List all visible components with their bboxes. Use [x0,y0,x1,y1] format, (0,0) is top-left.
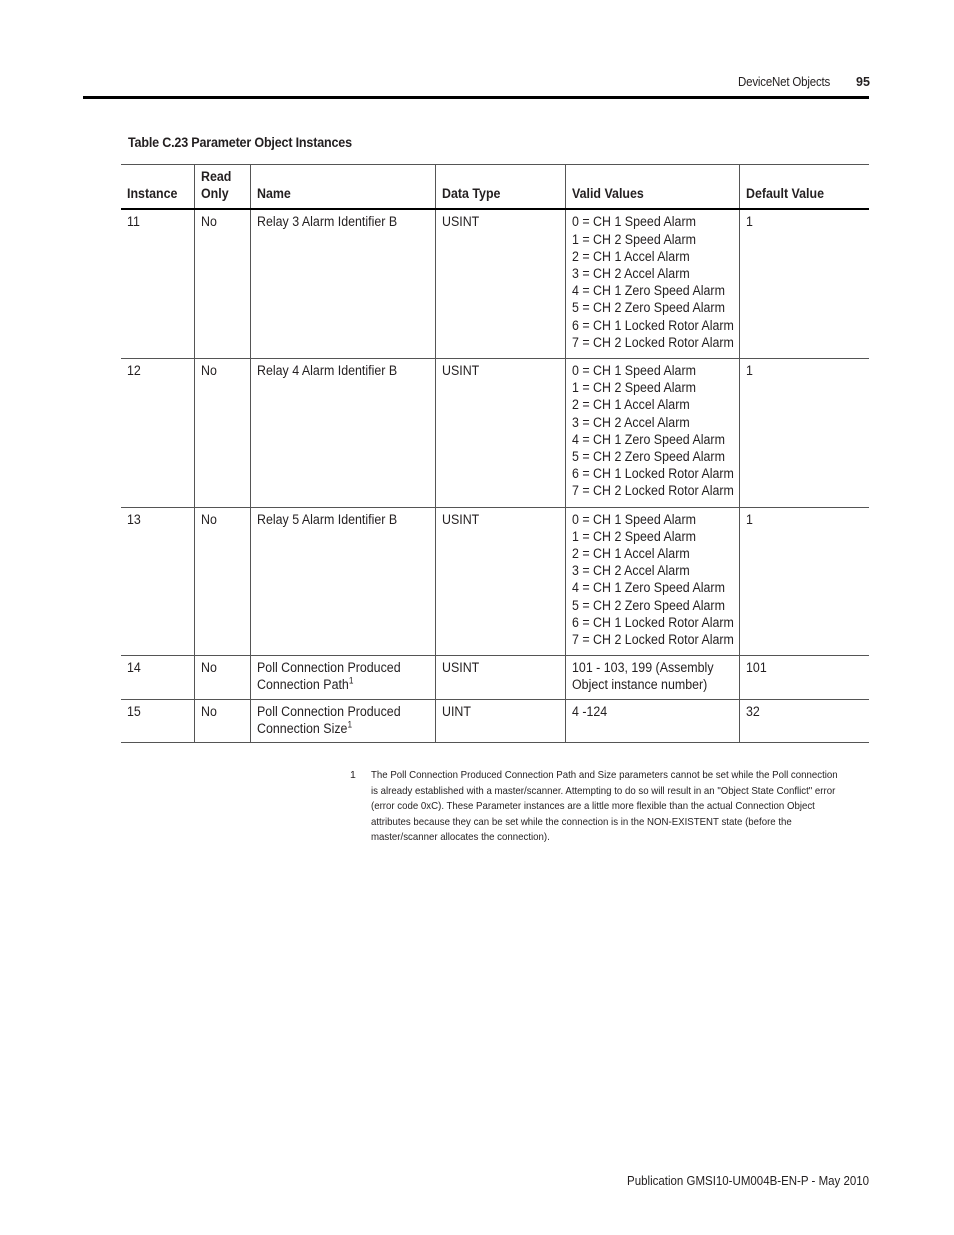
cell-valid-values: 4 -124 [565,699,739,742]
parameter-object-instances-table [121,164,869,743]
table-row [121,699,869,742]
table-row [121,507,869,656]
cell-read-only: No [194,656,250,699]
header-rule [83,96,869,99]
cell-instance: 13 [121,507,194,656]
cell-name: Relay 5 Alarm Identifier B [250,507,435,656]
cell-read-only: No [194,209,250,358]
cell-default-value: 1 [739,209,869,358]
table-body [121,209,869,742]
column-header-default-value: Default Value [739,165,869,210]
column-header-read-only: Read Only [194,165,250,210]
cell-data-type: USINT [435,209,565,358]
column-header-valid-values: Valid Values [565,165,739,210]
cell-default-value: 32 [739,699,869,742]
cell-default-value: 1 [739,359,869,508]
table-header-row [121,165,869,210]
column-header-data-type: Data Type [435,165,565,210]
cell-data-type: UINT [435,699,565,742]
cell-name: Relay 4 Alarm Identifier B [250,359,435,508]
footnote-number: 1 [350,769,356,781]
cell-name: Poll Connection Produced Connection Path$^1$ [250,656,435,699]
table-row [121,359,869,508]
cell-instance: 15 [121,699,194,742]
column-header-instance: Instance [121,165,194,210]
cell-name: Relay 3 Alarm Identifier B [250,209,435,358]
column-header-name: Name [250,165,435,210]
cell-read-only: No [194,699,250,742]
publication-footer: Publication GMSI10-UM004B-EN-P - May 2010 [626,1174,869,1188]
table-row [121,656,869,699]
table-caption: Table C.23 Parameter Object Instances [128,135,352,150]
cell-instance: 12 [121,359,194,508]
cell-read-only: No [194,507,250,656]
cell-default-value: 101 [739,656,869,699]
cell-read-only: No [194,359,250,508]
cell-default-value: 1 [739,507,869,656]
cell-valid-values: 0 = CH 1 Speed Alarm 1 = CH 2 Speed Alarm 2 = CH 1 Accel Alarm 3 = CH 2 Accel Alarm 4 = CH 1 Zero Speed Alarm 5 = CH 2 Zero Speed Alarm 6 = CH 1 Locked Rotor Alarm 7 = CH 2 Locked Rotor Alarm [565,359,739,508]
page-number: 95 [856,75,870,89]
cell-data-type: USINT [435,507,565,656]
table-row [121,209,869,358]
footnote-text: The Poll Connection Produced Connection Path and Size parameters cannot be set while the Poll connection is already established with a master/scanner. Attempting to do so will result in an "Object State Conflict" error (error code 0xC). These Parameter instances are a little more flexible than the actual Connection Object attributes because they can be set while the connection is in the NON-EXISTENT state (before the master/scanner allocates the connection). [371,769,838,844]
cell-name: Poll Connection Produced Connection Size$^1$ [250,699,435,742]
cell-data-type: USINT [435,359,565,508]
cell-instance: 14 [121,656,194,699]
footnote-reference: 1 [348,675,353,686]
running-header-section: DeviceNet Objects [738,75,831,89]
cell-data-type: USINT [435,656,565,699]
cell-instance: 11 [121,209,194,358]
cell-valid-values: 101 - 103, 199 (Assembly Object instance number) [565,656,739,699]
cell-valid-values: 0 = CH 1 Speed Alarm 1 = CH 2 Speed Alarm 2 = CH 1 Accel Alarm 3 = CH 2 Accel Alarm 4 = CH 1 Zero Speed Alarm 5 = CH 2 Zero Speed Alarm 6 = CH 1 Locked Rotor Alarm 7 = CH 2 Locked Rotor Alarm [565,507,739,656]
footnote-reference: 1 [346,719,352,730]
cell-valid-values: 0 = CH 1 Speed Alarm 1 = CH 2 Speed Alarm 2 = CH 1 Accel Alarm 3 = CH 2 Accel Alarm 4 = CH 1 Zero Speed Alarm 5 = CH 2 Zero Speed Alarm 6 = CH 1 Locked Rotor Alarm 7 = CH 2 Locked Rotor Alarm [565,209,739,358]
